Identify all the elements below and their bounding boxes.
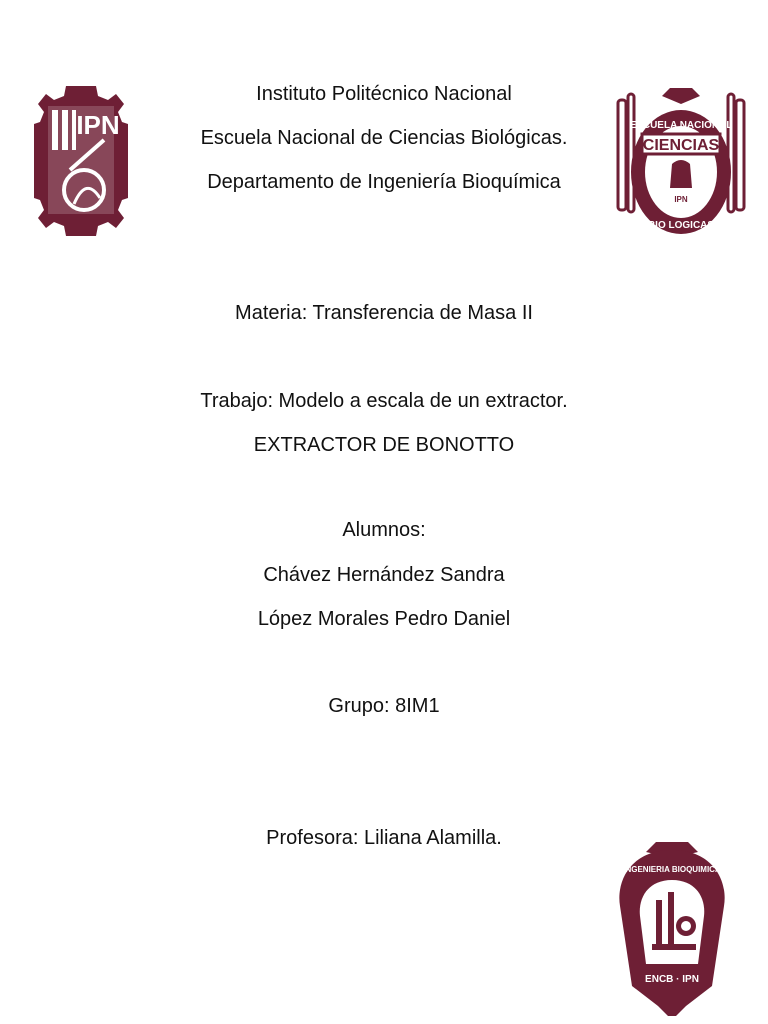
ipn-logo-text: IPN <box>76 110 120 140</box>
subject: Materia: Transferencia de Masa II <box>235 302 533 324</box>
encb-logo-ring-top: ESCUELA NACIONAL <box>629 120 733 131</box>
assignment: Trabajo: Modelo a escala de un extractor. <box>200 390 568 412</box>
school-name: Escuela Nacional de Ciencias Biológicas. <box>200 127 568 149</box>
student-name: Chávez Hernández Sandra <box>263 564 505 586</box>
department-name: Departamento de Ingeniería Bioquímica <box>207 171 561 193</box>
bioquimica-logo <box>612 836 732 1018</box>
encb-logo <box>614 84 748 244</box>
student-name: López Morales Pedro Daniel <box>257 608 511 630</box>
encb-logo-ring-bottom: BIO LOGICAS <box>647 220 715 231</box>
institute-name: Instituto Politécnico Nacional <box>256 83 512 105</box>
group: Grupo: 8IM1 <box>328 695 440 717</box>
bioquimica-logo-ring-text: INGENIERIA BIOQUIMICA <box>623 865 721 874</box>
students-label: Alumnos: <box>342 519 426 541</box>
project-title: EXTRACTOR DE BONOTTO <box>253 434 515 456</box>
encb-logo-center: CIENCIAS <box>642 137 720 154</box>
encb-logo-small: IPN <box>674 195 688 204</box>
bioquimica-logo-bottom: ENCB · IPN <box>645 974 699 985</box>
teacher: Profesora: Liliana Alamilla. <box>266 827 502 849</box>
